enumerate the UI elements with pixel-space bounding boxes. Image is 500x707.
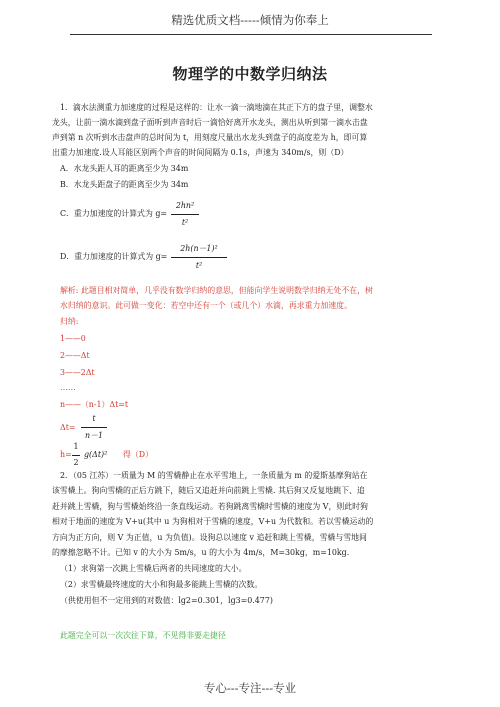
q2-line-4: 相对于地面的速度为 V+u(其中 u 为狗相对于雪橇的速度，V+u 为代数和。若以雪橇运动的 <box>52 517 374 526</box>
header-rule <box>70 34 432 35</box>
delta-t-denominator: n－1 <box>85 431 103 440</box>
q1-option-b: B．水龙头距盘子的距离至少为 34m <box>60 180 189 189</box>
page-title: 物理学的中数学归纳法 <box>172 65 328 83</box>
q2-sub-question-2: （2）求雪橇最终速度的大小和狗最多能跳上雪橇的次数。 <box>60 580 263 589</box>
q1-option-d-fraction-bar <box>171 257 227 258</box>
q2-log-note: （供使用但不一定用到的对数值：lg2=0.301，lg3=0.477) <box>60 596 273 605</box>
induction-ellipsis: …… <box>60 383 76 392</box>
h-label: h= <box>60 450 72 459</box>
q1-option-a: A．水龙头距人耳的距离至少为 34m <box>60 164 189 173</box>
q1-option-d-denominator: t² <box>195 261 203 270</box>
q1-line-1: 1．滴水法测重力加速度的过程是这样的：让水一滴一滴地滴在其正下方的盘子里，调整水 <box>60 103 373 112</box>
h-result: 得（D） <box>123 450 153 459</box>
delta-t-fraction-bar <box>81 427 107 428</box>
q2-line-1: 2．（05 江苏）一质量为 M 的雪橇静止在水平雪地上，一条质量为 m 的爱斯基摩狗站在 <box>60 471 368 480</box>
q1-option-c-numerator: 2hn² <box>175 201 195 210</box>
induction-label: 归纳: <box>60 317 79 326</box>
h-numerator: 1 <box>73 442 79 451</box>
q2-line-5: 方向为正方向，则 V 为正值，u 为负值)。设狗总以速度 v 追赶和跳上雪橇，雪橇与雪地间 <box>52 533 367 542</box>
induction-step-3: 3——2Δt <box>60 368 95 377</box>
q1-option-c-denominator: t² <box>181 218 189 227</box>
q2-line-6: 的摩擦忽略不计。已知 v 的大小为 5m/s，u 的大小为 4m/s，M=30kg，m=10kg. <box>52 548 350 557</box>
q1-option-d-label: D．重力加速度的计算式为 g= <box>60 252 168 261</box>
delta-t-numerator: t <box>92 414 96 423</box>
q1-option-c-label: C．重力加速度的计算式为 g= <box>60 209 168 218</box>
h-expression: g(Δt)² <box>84 450 108 459</box>
induction-step-1: 1——0 <box>60 334 86 343</box>
analysis-line-1: 解析: 此题目相对简单，几乎没有数学归纳的意思，但能向学生说明数学归纳无处不在，树 <box>60 286 373 295</box>
q1-option-c-fraction-bar <box>171 214 199 215</box>
q1-line-3: 声到第 n 次听到水击盘声的总时间为 t，用刻度尺量出水龙头到盘子的高度差为 h，即可算 <box>52 133 368 142</box>
induction-step-2: 2——Δt <box>60 351 90 360</box>
q1-line-4: 出重力加速度.设人耳能区别两个声音的时间间隔为 0.1s，声速为 340m/s，则（D） <box>52 148 349 157</box>
q2-line-3: 赶并跳上雪橇，狗与雪橇始终沿一条直线运动。若狗跳离雪橇时雪橇的速度为 V，则此时狗 <box>52 502 368 511</box>
analysis-line-2: 水归纳的意识。此可做一变化：若空中还有一个（或几个）水滴，再求重力加速度。 <box>60 301 352 310</box>
q2-sub-question-1: （1）求狗第一次跳上雪橇后两者的共同速度的大小。 <box>60 564 247 573</box>
q2-line-2: 该雪橇上。狗向雪橇的正后方跳下，随后又追赶并向前跳上雪橇. 其后狗又反复地跳下、追 <box>52 486 365 495</box>
induction-step-n: n——（n-1）Δt=t <box>60 400 129 409</box>
q1-option-d-numerator: 2h(n－1)² <box>180 244 218 253</box>
q1-line-2: 龙头，让前一滴水滴到盘子面听到声音时后一滴恰好离开水龙头，测出从听到第一滴水击盘 <box>52 118 368 127</box>
h-denominator: 2 <box>73 458 79 467</box>
page-footer: 专心---专注---专业 <box>203 681 297 695</box>
q2-hint: 此题完全可以一次次往下算，不见得非要走捷径 <box>60 631 226 640</box>
delta-t-label: Δt= <box>60 423 76 432</box>
page-header: 精选优质文档-----倾情为你奉上 <box>171 13 329 27</box>
